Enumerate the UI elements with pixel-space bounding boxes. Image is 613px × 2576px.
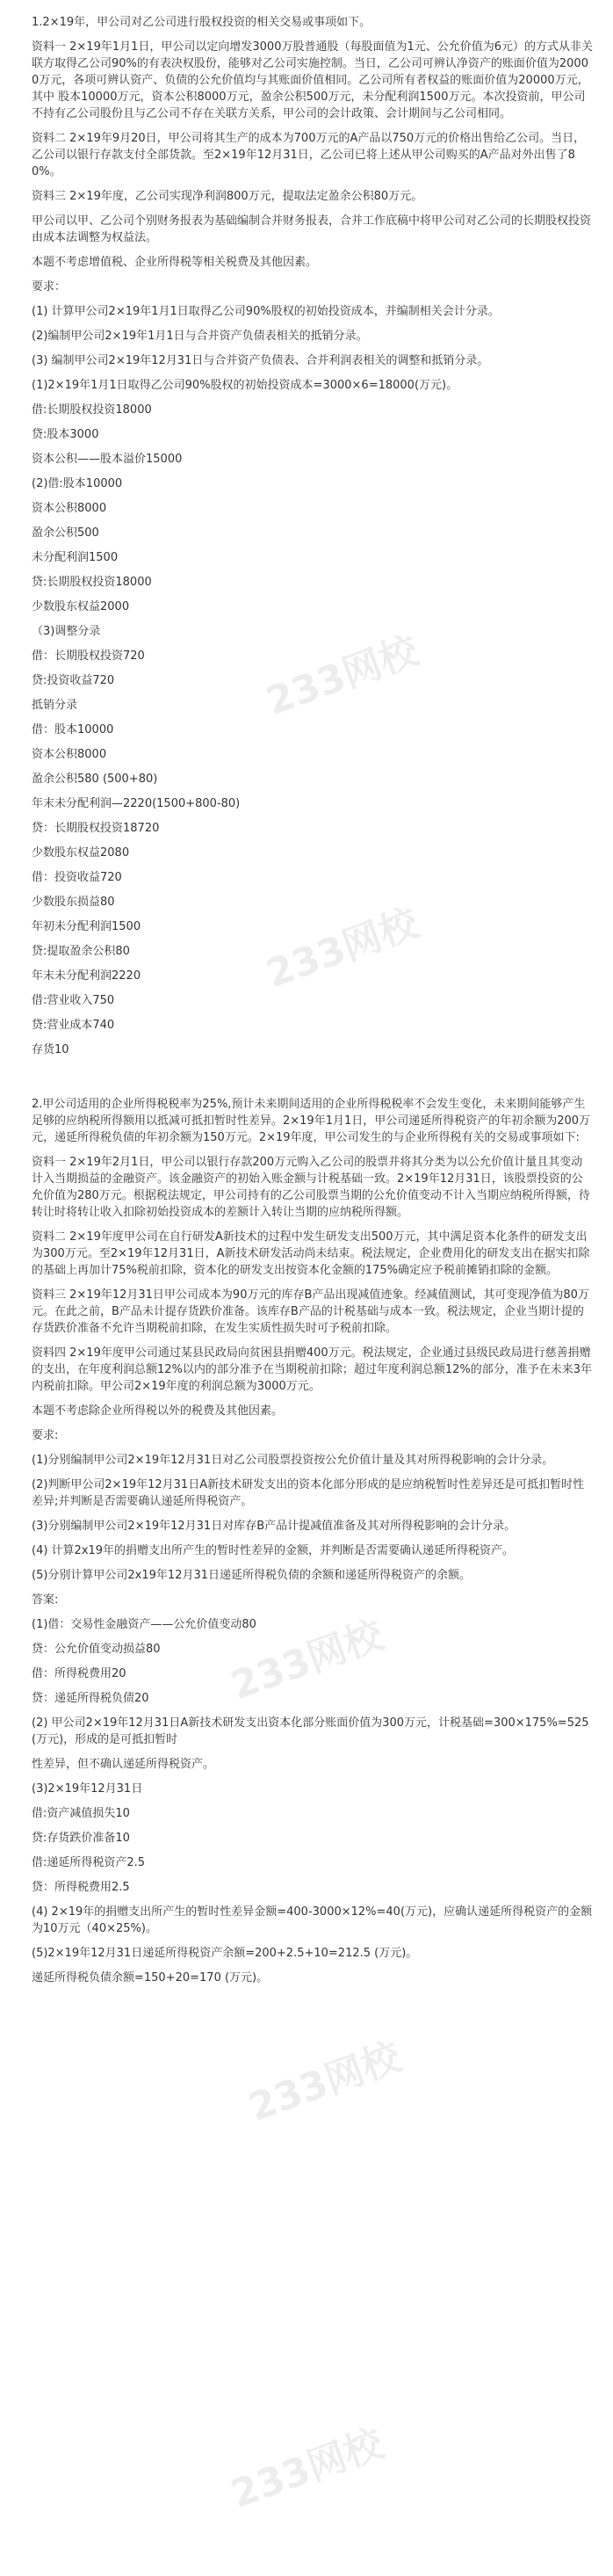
text-line: 借：投资收益720	[32, 871, 122, 884]
text-line: 少数股东损益80	[32, 896, 115, 909]
text-line: 贷：所得税费用2.5	[32, 1881, 130, 1894]
text-line: 资料一 2×19年2月1日，甲公司以银行存款200万元购入乙公司的股票并将其分类为以公允价值计量且其变动计入当期损益的金融资产。该金融资产的初始入账金额与计税基础一致。2×19年12月31日，该股票投资的公允价值为280万元。根据税法规定，甲公司持有的乙公司股票当期的公允价值变动不计入当期应纳税所得额，待转让时将转让收入扣除初始投资成本的差额计入转让当期的应纳税所得额。	[32, 1156, 590, 1219]
watermark-logo: 233网校	[225, 2420, 390, 2518]
text-line: 本题不考虑增值税、企业所得税等相关税费及其他因素。	[32, 256, 318, 269]
text-line: 答案:	[32, 1593, 59, 1607]
text-line: 抵销分录	[32, 699, 78, 712]
text-line: 贷:提取盈余公积80	[32, 945, 130, 958]
text-line: 资料三 2×19年12月31日甲公司成本为90万元的库存B产品出现减值迹象。经减值测试，其可变现净值为80万元。在此之前，B产品未计提存货跌价准备。该库存B产品的计税基础与成本一致。税法规定，企业当期计提的存货跌价准备不允许当期税前扣除，在发生实质性损失时可予税前扣除。	[32, 1288, 589, 1335]
text-line: 要求:	[32, 1429, 59, 1442]
text-line: 贷:营业成本740	[32, 1019, 115, 1032]
text-line: (2)判断甲公司2×19年12月31日A新技术研发支出的资本化部分形成的是应纳税暂时性差异还是可抵扣暂时性差异;并判断是否需要确认递延所得税资产。	[32, 1478, 585, 1508]
text-line: (3)2×19年12月31日	[32, 1782, 143, 1796]
text-line: 贷:存货跌价准备10	[32, 1832, 130, 1845]
text-line: 资本公积8000	[32, 748, 107, 761]
text-line: (2)借:股本10000	[32, 477, 123, 490]
text-line: 贷：长期股权投资18720	[32, 822, 160, 835]
text-line: 贷：递延所得税负债20	[32, 1692, 149, 1705]
text-line: 存货10	[32, 1043, 69, 1056]
text-line: 资料二 2×19年度甲公司在自行研发A新技术的过程中发生研发支出500万元，其中满足资本化条件的研发支出为300万元。至2×19年12月31日，A新技术研发活动尚未结束。税法规定，企业费用化的研发支出在据实扣除的基础上再加计75%税前扣除，资本化的研发支出按资本化金额的175%确定应予税前摊销扣除的金额。	[32, 1230, 590, 1277]
text-line: 未分配利润1500	[32, 551, 119, 564]
text-line: 贷：公允价值变动损益80	[32, 1643, 161, 1656]
text-line: (2)编制甲公司2×19年1月1日与合并资产负债表相关的抵销分录。	[32, 330, 368, 343]
text-line: 贷:投资收益720	[32, 674, 115, 687]
text-line: 借：所得税费用20	[32, 1667, 126, 1680]
watermark-logo: 233网校	[242, 2034, 407, 2131]
text-line: 资本公积8000	[32, 502, 107, 515]
text-line: (1)借：交易性金融资产——公允价值变动80	[32, 1618, 256, 1631]
text-line: (1)2×19年1月1日取得乙公司90%股权的初始投资成本=3000×6=18000(万元)。	[32, 379, 458, 392]
text-line: (4) 计算2x19年的捐赠支出所产生的暂时性差异的金额，并判断是否需要确认递延所得税资产。	[32, 1544, 515, 1557]
question-1	[32, 14, 594, 1058]
text-line: (5)分别计算甲公司2x19年12月31日递延所得税负债的余额和递延所得税资产的余额。	[32, 1569, 472, 1582]
text-line: 少数股东权益2080	[32, 846, 130, 860]
text-line: 资料三 2×19年度，乙公司实现净利润800万元，提取法定盈余公积80万元。	[32, 190, 423, 203]
text-line: 性差异，但不确认递延所得税资产。	[32, 1758, 215, 1771]
text-line: 资料二 2×19年9月20日，甲公司将其生产的成本为700万元的A产品以750万元的价格出售给乙公司。当日，乙公司以银行存款支付全部货款。至2×19年12月31日，乙公司已将上述从甲公司购买的A产品对外出售了80%。	[32, 132, 586, 178]
text-line: (1) 计算甲公司2×19年1月1日取得乙公司90%股权的初始投资成本，并编制相关会计分录。	[32, 305, 500, 318]
text-line: 年初未分配利润1500	[32, 920, 141, 933]
watermark-logo: 233网校	[260, 628, 425, 725]
text-line: 2.甲公司适用的企业所得税税率为25%,预计未来期间适用的企业所得税税率不会发生变化，未来期间能够产生足够的应纳税所得额用以抵减可抵扣暂时性差异。2×19年1月1日，甲公司递延所得税资产的年初余额为200万元，递延所得税负债的年初余额为150万元。2×19年度，甲公司发生的与企业所得税有关的交易或事项如下:	[32, 1098, 591, 1144]
text-line: (3) 编制甲公司2×19年12月31日与合并资产负债表、合并利润表相关的调整和抵销分录。	[32, 354, 489, 367]
watermark-logo: 233网校	[225, 1612, 390, 1709]
text-line: (2) 甲公司2×19年12月31日A新技术研发支出资本化部分账面价值为300万元，计税基础=300×175%=525(万元)，形成的是可抵扣暂时	[32, 1716, 589, 1746]
text-line: （3)调整分录	[32, 625, 101, 638]
watermark-logo: 233网校	[260, 900, 425, 998]
text-line: 甲公司以甲、乙公司个别财务报表为基础编制合并财务报表，合并工作底稿中将甲公司对乙公司的长期股权投资由成本法调整为权益法。	[32, 214, 592, 244]
text-line: 1.2×19年，甲公司对乙公司进行股权投资的相关交易或事项如下。	[32, 16, 371, 29]
text-line: 年末未分配利润—2220(1500+800-80)	[32, 797, 241, 810]
text-line: 借:资产减值损失10	[32, 1807, 130, 1820]
text-line: 盈余公积580 (500+80)	[32, 773, 158, 786]
text-line: 少数股东权益2000	[32, 600, 130, 613]
text-line: 借:营业收入750	[32, 994, 115, 1007]
text-line: 借：长期股权投资720	[32, 649, 145, 663]
text-line: (5)2×19年12月31日递延所得税资产余额=200+2.5+10=212.5 (万元)。	[32, 1947, 418, 1960]
text-line: 资料一 2×19年1月1日，甲公司以定向增发3000万股普通股（每股面值为1元、公允价值为6元）的方式从非关联方取得乙公司90%的有表决权股份，能够对乙公司实施控制。当日，乙公司可辨认净资产的账面价值为20000万元，各项可辨认资产、负债的公允价值均与其账面价值相同。乙公司所有者权益的账面价值为20000万元，其中 股本10000万元，资本公积8000万元，盈余公积500万元，未分配利润1500万元。本次投资前，甲公司不持有乙公司股份且与乙公司不存在关联方关系，甲公司的会计政策、会计期间与乙公司相同。	[32, 40, 594, 120]
text-line: 资料四 2×19年度甲公司通过某县民政局向贫困县捐赠400万元。税法规定，企业通过县级民政局进行慈善捐赠的支出，在年度利润总额12%以内的部分准予在当期税前扣除；超过年度利润总额12%的部分，准予在未来3年内税前扣除。甲公司2×19年度的利润总额为3000万元。	[32, 1346, 593, 1393]
question-2	[32, 1096, 594, 1986]
text-line: 贷:股本3000	[32, 428, 99, 441]
text-line: 递延所得税负债余额=150+20=170 (万元)。	[32, 1971, 269, 1985]
text-line: (4) 2×19年的捐赠支出所产生的暂时性差异金额=400-3000×12%=40(万元)，应确认递延所得税资产的金额为10万元（40×25%)。	[32, 1905, 593, 1935]
text-line: 本题不考虑除企业所得税以外的税费及其他因素。	[32, 1404, 284, 1418]
text-line: 贷:长期股权投资18000	[32, 576, 152, 589]
text-line: 借：股本10000	[32, 723, 114, 737]
text-line: 年末未分配利润2220	[32, 969, 141, 983]
text-line: 借:递延所得税资产2.5	[32, 1856, 146, 1869]
section-gap	[32, 1066, 594, 1096]
text-line: 盈余公积500	[32, 526, 99, 540]
text-line: 资本公积——股本溢价15000	[32, 453, 183, 466]
text-line: 借:长期股权投资18000	[32, 403, 152, 417]
text-line: (3)分别编制甲公司2×19年12月31日对库存B产品计提减值准备及其对所得税影响的会计分录。	[32, 1520, 516, 1533]
text-line: 要求：	[32, 280, 67, 294]
text-line: (1)分别编制甲公司2×19年12月31日对乙公司股票投资按公允价值计量及其对所得税影响的会计分录。	[32, 1454, 554, 1467]
